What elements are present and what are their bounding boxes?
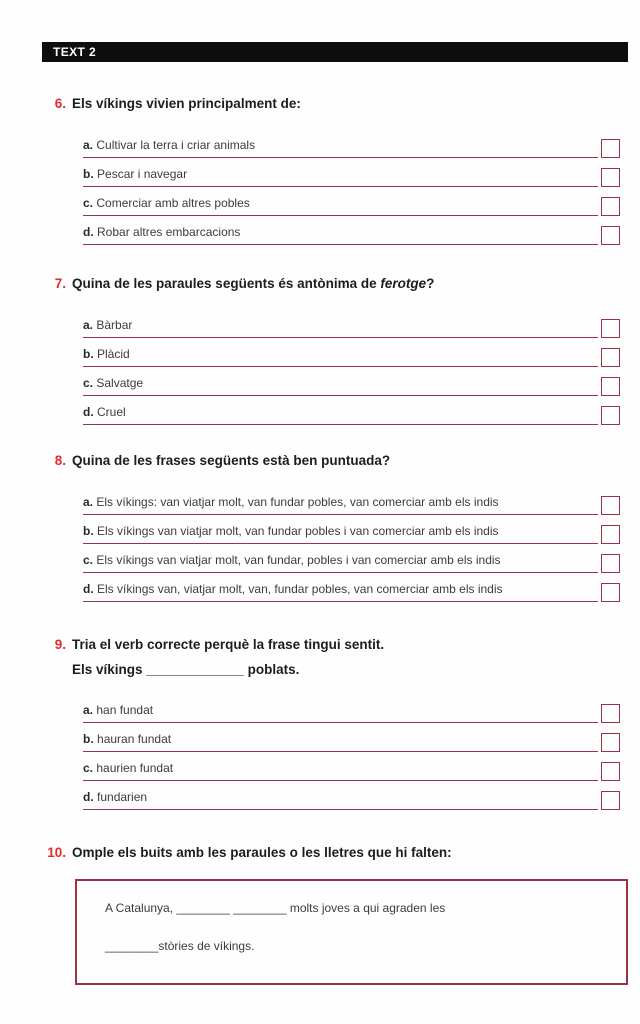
- option-letter: b.: [83, 732, 94, 746]
- question-number: 8.: [54, 453, 66, 468]
- option-text: [83, 347, 130, 361]
- option-value: Cruel: [97, 405, 126, 419]
- question-8: [42, 453, 628, 602]
- fill-line-1[interactable]: A Catalunya, ________ ________ molts joves a qui agraden les: [105, 901, 446, 915]
- answer-checkbox[interactable]: [601, 525, 620, 544]
- option-value: Bàrbar: [96, 318, 133, 332]
- option-row-b: [83, 515, 620, 544]
- answer-checkbox[interactable]: [601, 406, 620, 425]
- answer-checkbox[interactable]: [601, 168, 620, 187]
- answer-rule-line: [83, 424, 598, 425]
- option-letter: b.: [83, 167, 94, 181]
- option-text: [83, 524, 499, 538]
- question-6: [42, 96, 628, 245]
- option-text: [83, 703, 153, 717]
- answer-checkbox[interactable]: [601, 197, 620, 216]
- question-text: Quina de les frases següents està ben puntuada?: [72, 453, 391, 468]
- option-row-d: [83, 396, 620, 425]
- option-letter: c.: [83, 196, 94, 210]
- option-row-a: [83, 309, 620, 338]
- question-8-heading: [42, 453, 628, 471]
- answer-checkbox[interactable]: [601, 139, 620, 158]
- answer-checkbox[interactable]: [601, 496, 620, 515]
- question-10-heading: [42, 845, 628, 863]
- question-number: 7.: [54, 276, 66, 291]
- option-text: [83, 790, 147, 804]
- option-letter: b.: [83, 524, 94, 538]
- option-value: Pescar i navegar: [97, 167, 188, 181]
- option-row-c: [83, 367, 620, 396]
- option-text: [83, 495, 499, 509]
- question-number: 9.: [54, 637, 66, 652]
- question-7: [42, 276, 628, 425]
- option-row-c: [83, 187, 620, 216]
- option-row-a: [83, 694, 620, 723]
- answer-checkbox[interactable]: [601, 704, 620, 723]
- question-9-heading: [42, 637, 628, 655]
- answer-checkbox[interactable]: [601, 583, 620, 602]
- question-text: Omple els buits amb les paraules o les lletres que hi falten:: [72, 845, 452, 860]
- option-row-d: [83, 573, 620, 602]
- option-row-b: [83, 158, 620, 187]
- option-text: [83, 225, 240, 239]
- option-letter: d.: [83, 405, 94, 419]
- option-letter: c.: [83, 761, 94, 775]
- option-letter: a.: [83, 495, 94, 509]
- option-row-c: [83, 752, 620, 781]
- option-text: [83, 405, 126, 419]
- option-row-d: [83, 781, 620, 810]
- question-6-options: [83, 129, 620, 245]
- option-value: Els víkings van viatjar molt, van fundar, pobles i van comerciar amb els indis: [96, 553, 501, 567]
- answer-checkbox[interactable]: [601, 791, 620, 810]
- answer-checkbox[interactable]: [601, 377, 620, 396]
- question-text: Els víkings vivien principalment de:: [72, 96, 301, 111]
- section-header-label: TEXT 2: [53, 45, 97, 59]
- option-value: Salvatge: [96, 376, 144, 390]
- option-value: Els víkings van viatjar molt, van fundar pobles i van comerciar amb els indis: [97, 524, 499, 538]
- option-row-a: [83, 129, 620, 158]
- option-letter: a.: [83, 703, 94, 717]
- option-value: fundarien: [97, 790, 148, 804]
- option-value: Plàcid: [97, 347, 130, 361]
- option-row-b: [83, 338, 620, 367]
- question-number: 10.: [47, 845, 66, 860]
- question-10: [42, 845, 628, 985]
- option-letter: c.: [83, 376, 94, 390]
- fill-line-2[interactable]: ________stòries de víkings.: [105, 939, 255, 953]
- option-value: hauran fundat: [97, 732, 172, 746]
- answer-rule-line: [83, 244, 598, 245]
- answer-rule-line: [83, 809, 598, 810]
- option-row-c: [83, 544, 620, 573]
- option-row-d: [83, 216, 620, 245]
- option-text: [83, 318, 132, 332]
- answer-checkbox[interactable]: [601, 319, 620, 338]
- answer-checkbox[interactable]: [601, 348, 620, 367]
- question-9: [42, 637, 628, 810]
- option-value: Robar altres embarcacions: [97, 225, 241, 239]
- answer-checkbox[interactable]: [601, 226, 620, 245]
- option-text: [83, 376, 143, 390]
- question-8-options: [83, 486, 620, 602]
- question-9-sentence-with-blank: Els víkings _____________ poblats.: [72, 662, 300, 677]
- question-text: Quina de les paraules següents és antònima de ferotge?: [72, 276, 435, 291]
- question-text: Tria el verb correcte perquè la frase tingui sentit.: [72, 637, 385, 652]
- option-text: [83, 138, 255, 152]
- option-letter: b.: [83, 347, 94, 361]
- question-number: 6.: [54, 96, 66, 111]
- option-letter: a.: [83, 318, 94, 332]
- option-text: [83, 761, 173, 775]
- option-letter: d.: [83, 582, 94, 596]
- question-7-heading: [42, 276, 628, 294]
- section-header-bar: [42, 42, 628, 62]
- option-value: Els víkings: van viatjar molt, van fundar pobles, van comerciar amb els indis: [96, 495, 499, 509]
- answer-checkbox[interactable]: [601, 733, 620, 752]
- question-7-options: [83, 309, 620, 425]
- option-row-b: [83, 723, 620, 752]
- answer-checkbox[interactable]: [601, 762, 620, 781]
- italic-word: ferotge: [380, 276, 427, 291]
- option-text: [83, 167, 187, 181]
- option-value: Comerciar amb altres pobles: [96, 196, 250, 210]
- option-letter: d.: [83, 790, 94, 804]
- option-row-a: [83, 486, 620, 515]
- option-text: [83, 553, 501, 567]
- option-text: [83, 196, 250, 210]
- option-letter: d.: [83, 225, 94, 239]
- fill-in-the-blanks-box: [75, 879, 628, 985]
- option-letter: c.: [83, 553, 94, 567]
- option-letter: a.: [83, 138, 94, 152]
- option-value: Els víkings van, viatjar molt, van, fundar pobles, van comerciar amb els indis: [97, 582, 503, 596]
- option-value: haurien fundat: [96, 761, 174, 775]
- answer-rule-line: [83, 601, 598, 602]
- option-text: [83, 582, 503, 596]
- question-6-heading: [42, 96, 628, 114]
- option-value: Cultivar la terra i criar animals: [96, 138, 256, 152]
- option-text: [83, 732, 171, 746]
- question-9-options: [83, 694, 620, 810]
- answer-checkbox[interactable]: [601, 554, 620, 573]
- option-value: han fundat: [96, 703, 154, 717]
